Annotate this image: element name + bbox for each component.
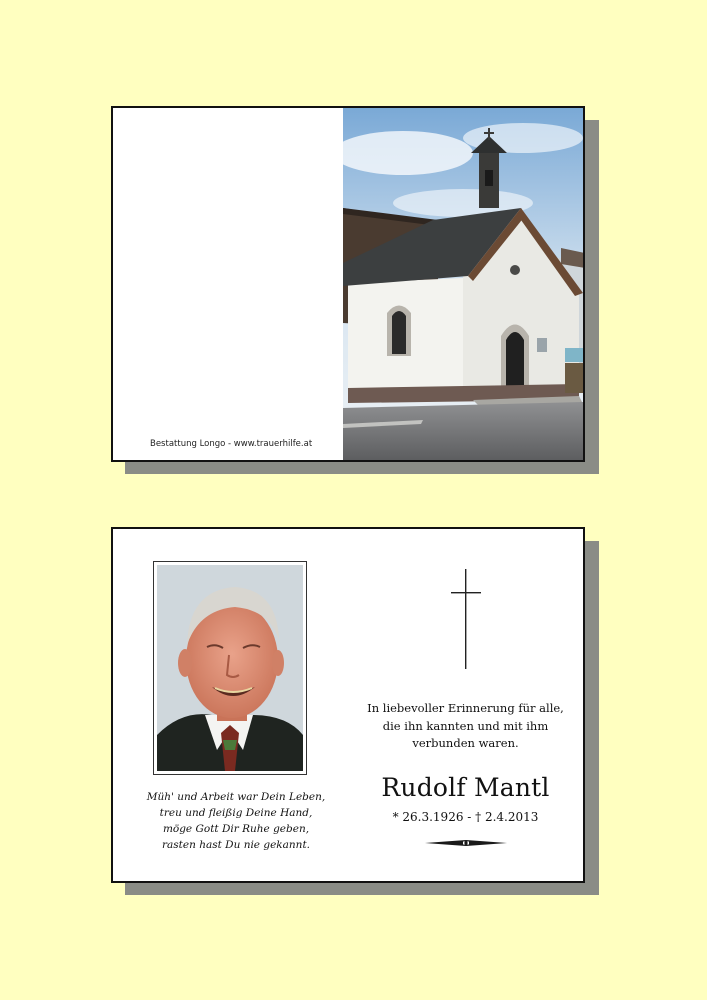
memorial-line: verbunden waren. xyxy=(412,736,519,750)
inner-card xyxy=(111,527,585,883)
memorial-text xyxy=(348,700,583,753)
memorial-line: die ihn kannten und mit ihm xyxy=(382,718,549,733)
chapel-photo-icon xyxy=(343,108,585,460)
front-card xyxy=(111,106,585,462)
poem-line: treu und fleißig Deine Hand, xyxy=(159,807,313,819)
poem-line: möge Gott Dir Ruhe geben, xyxy=(162,823,310,835)
poem xyxy=(133,789,339,853)
deceased-name: Rudolf Mantl xyxy=(381,773,550,802)
cross-icon xyxy=(449,569,483,671)
life-dates: * 26.3.1926 - † 2.4.2013 xyxy=(392,810,539,824)
portrait-frame xyxy=(153,561,307,775)
poem-line: Müh' und Arbeit war Dein Leben, xyxy=(146,791,326,803)
memorial-line: In liebevoller Erinnerung für alle, xyxy=(367,701,564,715)
portrait-photo-icon xyxy=(157,565,303,771)
publisher-credit: Bestattung Longo - www.trauerhilfe.at xyxy=(150,439,313,449)
ornament-divider-icon xyxy=(425,839,507,847)
poem-line: rasten hast Du nie gekannt. xyxy=(162,839,310,851)
